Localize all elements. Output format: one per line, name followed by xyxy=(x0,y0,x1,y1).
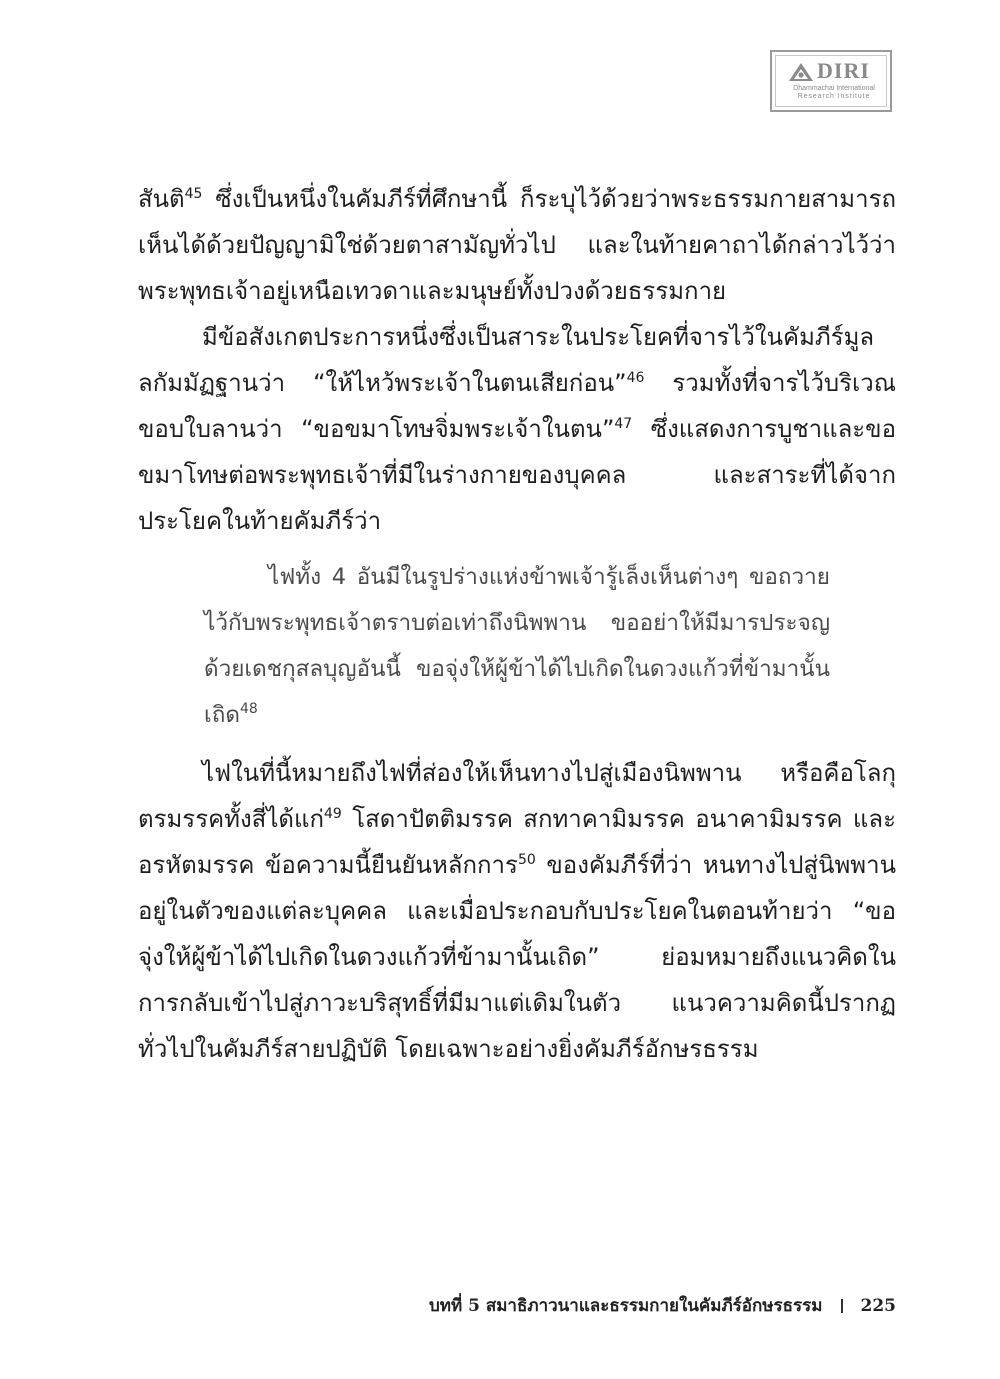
paragraph-2-text-b: รวมทั้งที่จารไว้บริเวณขอบใบลานว่า “ขอขมาโทษจิ่มพระเจ้าในตน” xyxy=(138,369,896,443)
paragraph-3 xyxy=(138,750,896,1072)
paragraph-3-text-b: โสดาปัตติมรรค สกทาคามิมรรค อนาคามิมรรค และอรหัตมรรค ข้อความนี้ยืนยันหลักการ xyxy=(138,805,896,879)
page-number: 225 xyxy=(860,1295,896,1316)
footnote-ref-50: 50 xyxy=(517,852,536,868)
footnote-ref-48: 48 xyxy=(239,701,258,717)
logo-line-2: Research Institute xyxy=(797,93,871,100)
page-footer xyxy=(429,1292,896,1319)
footnote-ref-49: 49 xyxy=(323,806,342,822)
logo-name: DIRI xyxy=(817,58,870,83)
block-quote-text: ไฟทั้ง 4 อันมีในรูปร่างแห่งข้าพเจ้ารู้เล็งเห็นต่างๆ ขอถวายไว้กับพระพุทธเจ้าตราบต่อเท่าถึงนิพพาน ขออย่าให้มีมารประจญ ด้วยเดชกุสลบุญอันนี้ ขอจุ่งให้ผู้ข้าได้ไปเกิดในดวงแก้วที่ข้ามานั้นเถิด xyxy=(204,564,830,728)
footer-separator xyxy=(841,1299,843,1313)
footnote-ref-45: 45 xyxy=(184,186,203,202)
paragraph-3-text-a: ไฟในที่นี้หมายถึงไฟที่ส่องให้เห็นทางไปสู่เมืองนิพพาน หรือคือโลกุตรมรรคทั้งสี่ได้แก่ xyxy=(138,759,896,833)
paragraph-2-text-c: ซึ่งแสดงการบูชาและขอขมาโทษต่อพระพุทธเจ้าที่มีในร่างกายของบุคคล และสาระที่ได้จากประโยคในท้ายคัมภีร์ว่า xyxy=(138,415,896,535)
footnote-ref-46: 46 xyxy=(626,370,645,386)
paragraph-1-text-b: ซึ่งเป็นหนึ่งในคัมภีร์ที่ศึกษานี้ ก็ระบุไว้ด้วยว่าพระธรรมกายสามารถเห็นได้ด้วยปัญญามิใช่ด้วยตาสามัญทั่วไป และในท้ายคาถาได้กล่าวไว้ว่า พระพุทธเจ้าอยู่เหนือเทวดาและมนุษย์ทั้งปวงด้วยธรรมกาย xyxy=(138,185,896,305)
logo-line-1: Dhammachai International xyxy=(793,85,875,92)
paragraph-1-text-a: สันติ xyxy=(138,185,185,213)
footnote-ref-47: 47 xyxy=(614,416,633,432)
page-body xyxy=(138,176,896,1072)
diri-logo xyxy=(770,50,892,112)
paragraph-1 xyxy=(138,176,896,314)
block-quote xyxy=(204,554,830,738)
chapter-title: บทที่ 5 สมาธิภาวนาและธรรมกายในคัมภีร์อักษรธรรม xyxy=(428,1296,823,1316)
triangle-logo-icon xyxy=(788,62,814,82)
paragraph-2-text-a: มีข้อสังเกตประการหนึ่งซึ่งเป็นสาระในประโยคที่จารไว้ในคัมภีร์มูลลกัมมัฏฐานว่า “ให้ไหว้พระเจ้าในตนเสียก่อน” xyxy=(138,323,875,397)
paragraph-2 xyxy=(138,314,896,544)
paragraph-3-text-c: ของคัมภีร์ที่ว่า หนทางไปสู่นิพพานอยู่ในตัวของแต่ละบุคคล และเมื่อประกอบกับประโยคในตอนท้ายว่า “ขอจุ่งให้ผู้ข้าได้ไปเกิดในดวงแก้วที่ข้ามานั้นเถิด” ย่อมหมายถึงแนวคิดในการกลับเข้าไปสู่ภาวะบริสุทธิ์ที่มีมาแต่เดิมในตัว แนวความคิดนี้ปรากฏทั่วไปในคัมภีร์สายปฏิบัติ โดยเฉพาะอย่างยิ่งคัมภีร์อักษรธรรม xyxy=(138,851,897,1063)
